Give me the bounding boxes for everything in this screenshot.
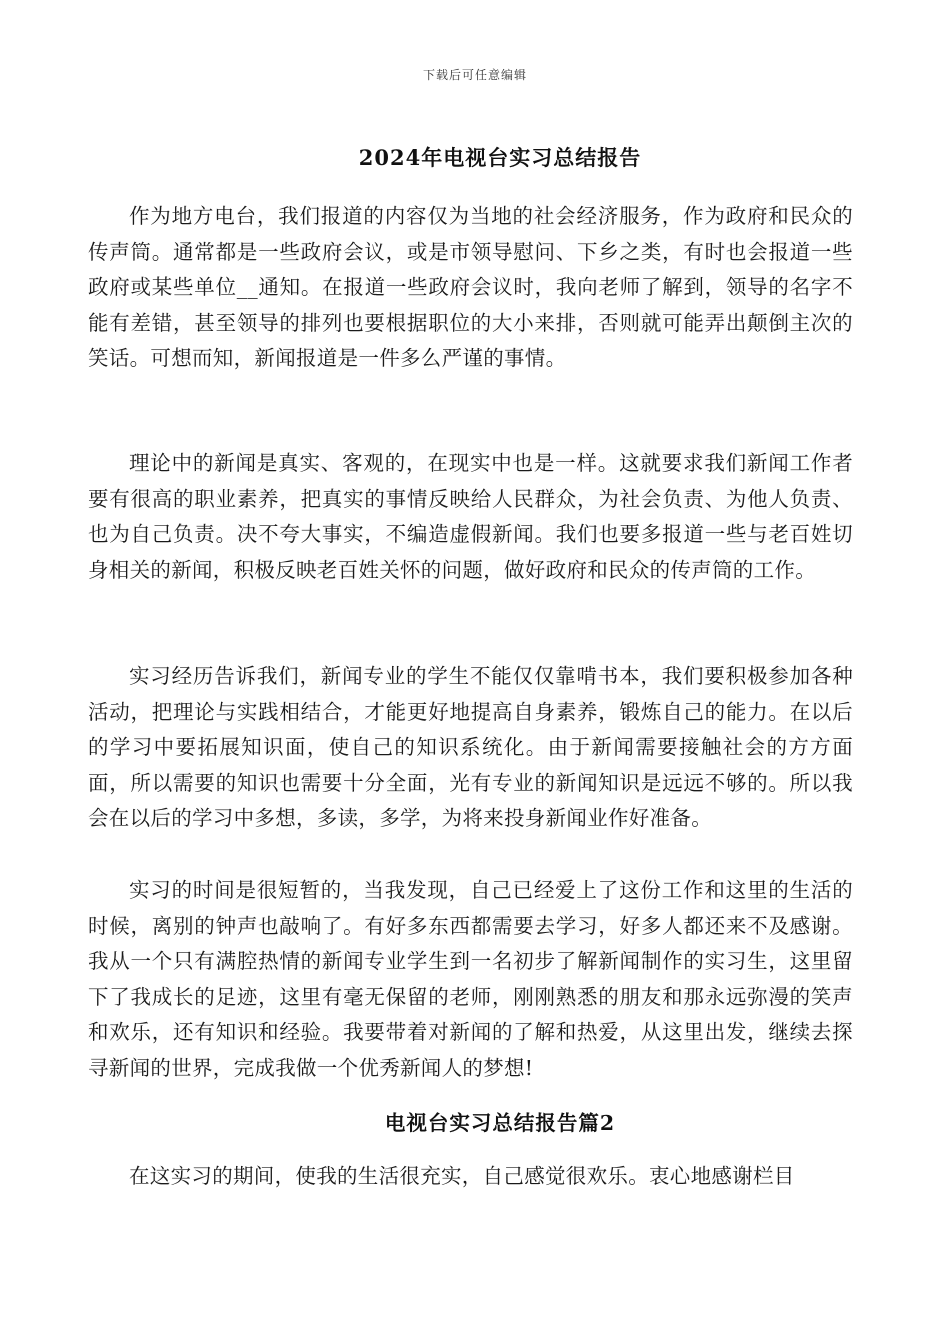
paragraph-2: 理论中的新闻是真实、客观的，在现实中也是一样。这就要求我们新闻工作者要有很高的职业素养，把真实的事情反映给人民群众，为社会负责、为他人负责、也为自己负责。决不夸大事实，不编造虚假新闻。我们也要多报道一些与老百姓切身相关的新闻，积极反映老百姓关怀的问题，做好政府和民众的传声筒的工作。 [88, 451, 853, 582]
paragraph-5: 在这实习的期间，使我的生活很充实，自己感觉很欢乐。衷心地感谢栏目 [129, 1164, 795, 1188]
paragraph-4: 实习的时间是很短暂的，当我发现，自己已经爱上了这份工作和这里的生活的时候，离别的钟声也敲响了。有好多东西都需要去学习，好多人都还来不及感谢。我从一个只有满腔热情的新闻专业学生到一名初步了解新闻制作的实习生，这里留下了我成长的足迹，这里有毫无保留的老师，刚刚熟悉的朋友和那永远弥漫的笑声和欢乐，还有知识和经验。我要带着对新闻的了解和热爱，从这里出发，继续去探寻新闻的世界，完成我做一个优秀新闻人的梦想! [88, 878, 853, 1080]
document-title: 2024年电视台实习总结报告 [358, 145, 642, 170]
paragraph-3: 实习经历告诉我们，新闻专业的学生不能仅仅靠啃书本，我们要积极参加各种活动，把理论与实践相结合，才能更好地提高自身素养，锻炼自己的能力。在以后的学习中要拓展知识面，使自己的知识系统化。由于新闻需要接触社会的方方面面，所以需要的知识也需要十分全面，光有专业的新闻知识是远远不够的。所以我会在以后的学习中多想，多读，多学，为将来投身新闻业作好准备。 [88, 664, 853, 831]
paragraph-1: 作为地方电台，我们报道的内容仅为当地的社会经济服务，作为政府和民众的传声筒。通常都是一些政府会议，或是市领导慰问、下乡之类，有时也会报道一些政府或某些单位__通知。在报道一些政府会议时，我向老师了解到，领导的名字不能有差错，甚至领导的排列也要根据职位的大小来排，否则就可能弄出颠倒主次的笑话。可想而知，新闻报道是一件多么严谨的事情。 [88, 204, 853, 371]
header-note: 下载后可任意编辑 [422, 68, 527, 82]
section-subheading: 电视台实习总结报告篇2 [384, 1111, 616, 1135]
